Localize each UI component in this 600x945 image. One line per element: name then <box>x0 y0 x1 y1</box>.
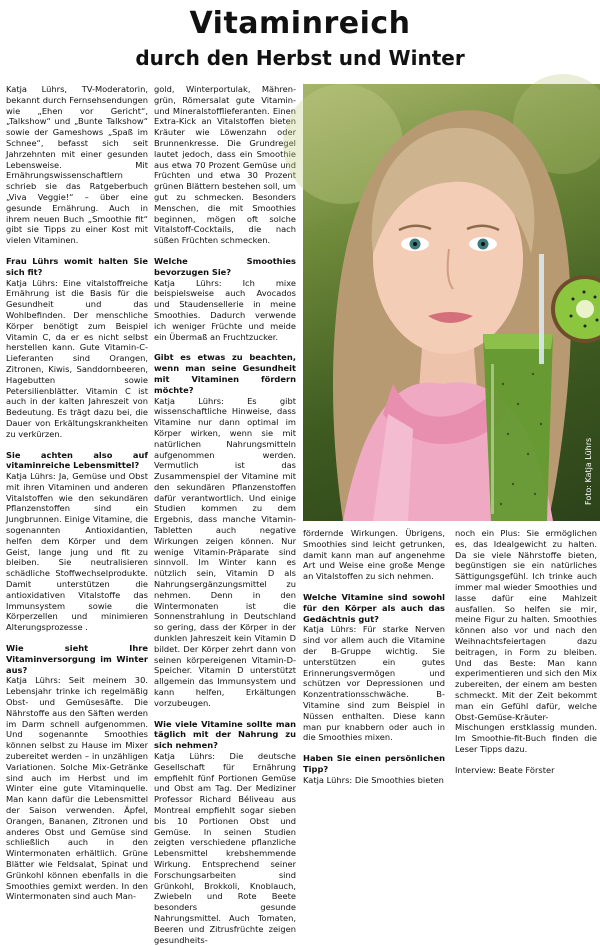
answer-5: Katja Lührs: Es gibt wissenschaftliche Hinweise, dass Vitamine nur dann optimal im Körper wirken, wenn sie mit natürlichen Nahrungsmitteln aufgenommen werden. Vermutlich ist das Zusammenspiel der Vitamine mit den sekundären Pflanzenstoffen dafür verantwortlich. Und einige Studien kommen zu dem Ergebnis, dass manche Vitamin-Tabletten auch negative Wirkungen zeigen können. Nur wenige Vitamin-Präparate sind sinnvoll. Im Winter kann es nützlich sein, Vitamin D als Nahrungsergänzungsmittel zu nehmen. Denn in den Wintermonaten ist die Sonnenstrahlung in Deutschland so gering, dass der Körper in der dunklen Jahreszeit kein Vitamin D bildet. Der Körper zehrt dann von seinen körpereigenen Vitamin-D-Speicher. Vitamin D unterstützt allgemein das Immunsystem und kann helfen, Erkältungen vorzubeugen. <box>154 395 296 708</box>
answer-8: Katja Lührs: Die Smoothies bieten <box>303 774 444 785</box>
continued-paragraph-3: fördernde Wirkungen. Übrigens, Smoothies sind leicht getrunken, damit kann man auf angenehme Art und Weise eine große Menge an Vitalstoffen zu sich nehmen. <box>303 528 445 582</box>
question-8: Haben Sie einen persönlichen Tipp? <box>303 753 445 774</box>
question-1: Frau Lührs womit halten Sie sich fit? <box>6 255 148 277</box>
question-2: Sie achten also auf vitaminreiche Lebensmittel? <box>6 449 148 471</box>
text-column-1 <box>6 84 148 902</box>
question-3: Wie sieht Ihre Vitaminversorgung im Winter aus? <box>6 643 148 675</box>
answer-3: Katja Lührs: Seit meinem 30. Lebensjahr trinke ich regelmäßig Obst- und Gemüsesäfte. Die Nährstoffe aus den Säften werden im Darm schnell aufgenommen. Und sogenannte Smoothies können selbst zu Hause im Mixer zubereitet werden – in unzähligen Variationen. Solche Mix-Getränke sind auch im Herbst und im Winter eine gute Vitaminquelle. Man kann dafür die Lebensmittel der Saison verwenden. Äpfel, Orangen, Bananen, Zitronen und anderes Obst und Gemüse sind schließlich auch in den Wintermonaten erhältlich. Grüne Blätter wie Feldsalat, Spinat und Grünkohl können ebenfalls in die Smoothies gemixt werden. In den Wintermonaten sind auch Man- <box>6 675 148 902</box>
text-column-4 <box>455 528 597 775</box>
article-title: Vitaminreich <box>189 6 411 41</box>
answer-2: Katja Lührs: Ja, Gemüse und Obst mit ihren Vitaminen und anderen Vitalstoffen wie den sekundären Pflanzenstoffen sind ein Jungbrunnen. Einige Vitamine, die sogenannten Antioxidantien, helfen dem Körper und dem Geist, lange jung und fit zu bleiben. Sie neutralisieren schädliche Stoffwechselprodukte. Damit unterstützen die antioxidativen Vitalstoffe das Immunsystem sowie die Körperzellen und minimieren Alterungsprozesse . <box>6 471 148 633</box>
continued-paragraph: gold, Winterportulak, Mährengrün, Römersalat gute Vitamin- und Mineralstofflieferanten. Einen Extra-Kick an Vitalstoffen bieten Kräuter wie Löwenzahn oder Brunnenkresse. Die Grundregel lautet jedoch, dass ein Smoothie aus etwa 70 Prozent Gemüse und Früchten und etwa 30 Prozent grünen Blättern bestehen soll, um gut zu schmecken. Besonders Menschen, die mit Smoothies beginnen, mögen oft solche Vitalstoff-Cocktails, die nach süßen Früchten schmecken. <box>154 84 296 246</box>
answer-6: Katja Lührs: Die deutsche Gesellschaft für Ernährung empfiehlt fünf Portionen Gemüse und Obst am Tag. Der Mediziner Professor Richard Béliveau aus Montreal empfiehlt sogar sieben bis 10 Portionen Obst und Gemüse. In seinen Studien zeigten verschiedene pflanzliche Lebensmittel krebshemmende Wirkung. Entsprechend seiner Forschungsarbeiten sind Grünkohl, Brokkoli, Knoblauch, Zwiebeln und Rote Beete besonders gesunde Nahrungsmittel. Auch Tomaten, Beeren und Zitrusfrüchte zeigen gesundheits- <box>154 751 296 945</box>
photo-credit-wrap <box>584 429 598 509</box>
question-4: Welche Smoothies bevorzugen Sie? <box>154 255 296 277</box>
question-6: Wie viele Vitamine sollte man täglich mit der Nahrung zu sich nehmen? <box>154 718 296 751</box>
answer-7: Katja Lührs: Für starke Nerven sind vor allem auch die Vitamine der B-Gruppe wichtig. Sie unterstützen ein gutes Erinnerungsvermögen und schützen vor Depressionen und Konzentrationsschwäche. B-Vitamine sind zum Beispiel in Nüssen enthalten. Diese kann man pur knabbern oder auch in die Smoothies mixen. <box>303 624 445 743</box>
text-column-2 <box>154 84 296 945</box>
interview-credit: Interview: Beate Förster <box>455 764 555 775</box>
text-column-3 <box>303 528 445 785</box>
answer-1: Katja Lührs: Eine vitalstoffreiche Ernährung ist die Basis für die Gesundheit und das Wohlbefinden. Der menschliche Körper benötigt zum Beispiel Vitamin C, da er es nicht selbst herstellen kann. Gute Vitamin-C-Lieferanten sind Orangen, Zitronen, Kiwis, Sanddornbeeren, Hagebutten sowie Petersilienblätter. Vitamin C ist auch in der kalten Jahreszeit von Bedeutung. Es trägt dazu bei, die Dauer von Erkältungskrankheiten zu verkürzen. <box>6 277 148 439</box>
intro-paragraph: Katja Lührs, TV-Moderatorin, bekannt durch Fernsehsendungen wie „Ehen vor Gericht“, „Talkshow“ und „Bunte Talkshow“ sowie der Gameshows „Spaß im Schnee“, befasst sich seit Jahrzehnten mit einer gesunden Lebensweise. Mit Ernährungswissenschaftlern schrieb sie das Ratgeberbuch „Viva Veggie!“ – über eine gesunde Ernährung. Auch in ihrem neuen Buch „Smoothie fit“ gibt sie Tipps zu einer Kost mit vielen Vitaminen. <box>6 84 148 246</box>
continued-paragraph-4: noch ein Plus: Sie ermöglichen es, das Idealgewicht zu halten. Da sie viele Nährstoffe bieten, begünstigen sie ein natürliches Sättigungsgefühl. Ich trinke auch immer mal wieder Smoothies und lasse dafür eine Mahlzeit ausfallen. So helfen sie mir, meine Figur zu halten. Smoothies können also vor und nach den Weihnachtsfeiertagen dazu beitragen, in Form zu bleiben. Und das Beste: Man kann experimentieren und sich den Mix zubereiten, der einem am besten schmeckt. Mit der Zeit bekommt man ein Gefühl dafür, welche Obst-Gemüse-Kräuter-Mischungen erstklassig munden. Im Smoothie-fit-Buch finden die Leser Tipps dazu. <box>455 528 597 754</box>
article-subtitle: durch den Herbst und Winter <box>135 46 465 70</box>
photo-credit: Foto: Katja Lührs <box>584 437 593 505</box>
answer-4: Katja Lührs: Ich mixe beispielsweise auch Avocados und Staudensellerie in meine Smoothies. Dadurch verwende ich weniger Früchte und meide ein Übermaß an Fruchtzucker. <box>154 277 296 342</box>
portrait-photo <box>303 84 600 521</box>
portrait-illustration <box>303 84 600 521</box>
question-5: Gibt es etwas zu beachten, wenn man seine Gesundheit mit Vitaminen fördern möchte? <box>154 352 296 395</box>
question-7: Welche Vitamine sind sowohl für den Körper als auch das Gedächtnis gut? <box>303 591 445 624</box>
